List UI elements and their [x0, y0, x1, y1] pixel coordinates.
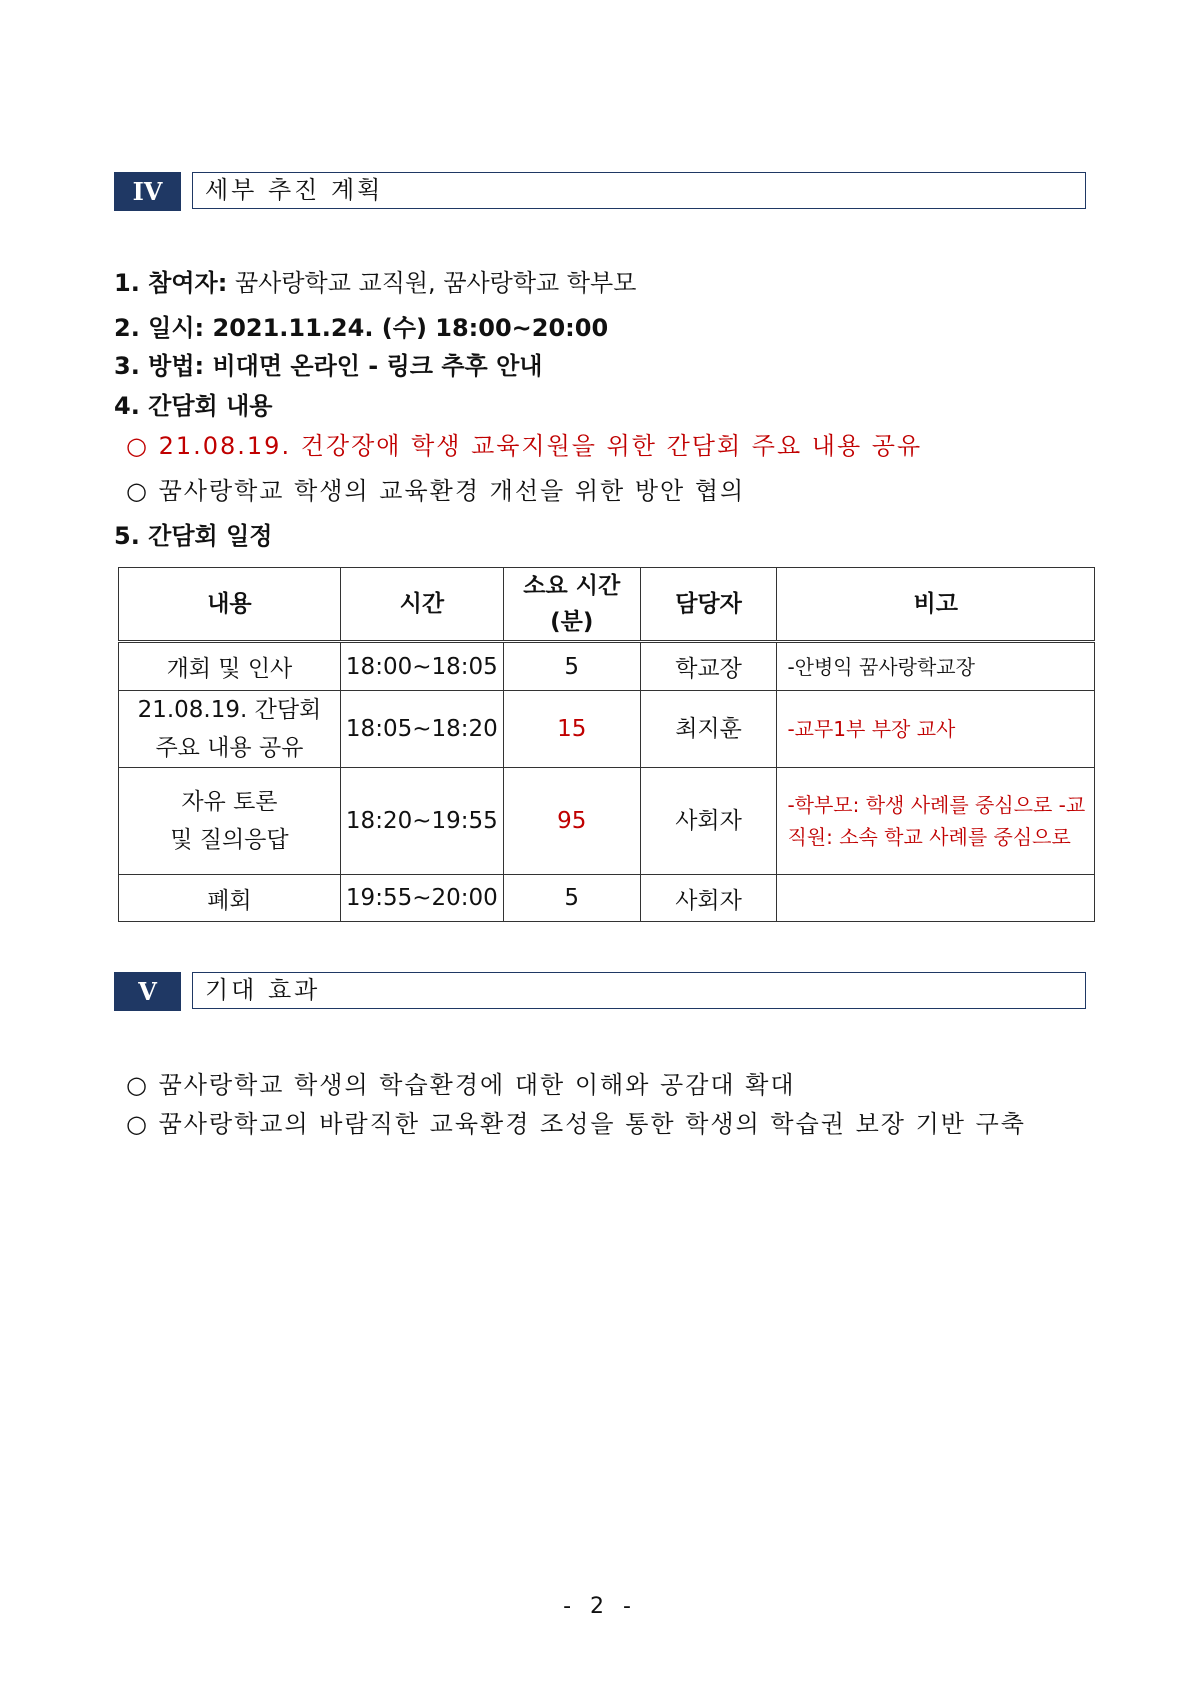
content-heading — [114, 386, 272, 421]
table-row — [119, 691, 1095, 768]
cell-time: 18:00~18:05 — [340, 642, 503, 691]
section-number: IV — [114, 172, 181, 211]
cell-time: 19:55~20:00 — [340, 875, 503, 922]
table-row — [119, 875, 1095, 922]
table-row — [119, 768, 1095, 875]
cell-note: -교무1부 부장 교사 — [777, 691, 1095, 768]
cell-time: 18:05~18:20 — [340, 691, 503, 768]
cell-person: 최지훈 — [640, 691, 777, 768]
header-content: 내용 — [119, 568, 341, 642]
cell-note — [777, 875, 1095, 922]
header-person: 담당자 — [640, 568, 777, 642]
datetime-line — [114, 308, 608, 343]
cell-person: 학교장 — [640, 642, 777, 691]
section-number: V — [114, 972, 181, 1011]
cell-person: 사회자 — [640, 768, 777, 875]
cell-minutes: 5 — [503, 642, 640, 691]
cell-note: -안병익 꿈사랑학교장 — [777, 642, 1095, 691]
schedule-heading — [114, 516, 272, 551]
effect-bullet-1: ○ 꿈사랑학교 학생의 학습환경에 대한 이해와 공감대 확대 — [126, 1071, 796, 1099]
section-header-4 — [114, 172, 1086, 211]
section-title: 세부 추진 계획 — [192, 172, 1086, 209]
effect-bullet-2: ○ 꿈사랑학교의 바람직한 교육환경 조성을 통한 학생의 학습권 보장 기반 구축 — [126, 1110, 1026, 1138]
cell-content: 폐회 — [119, 875, 341, 922]
schedule-label: 5. 간담회 일정 — [114, 522, 273, 550]
section-title: 기대 효과 — [192, 972, 1086, 1009]
cell-time: 18:20~19:55 — [340, 768, 503, 875]
header-minutes: 소요 시간 (분) — [503, 568, 640, 642]
page-number: - 2 - — [563, 1594, 637, 1619]
participants-line — [114, 263, 636, 298]
cell-content: 21.08.19. 간담회 주요 내용 공유 — [119, 691, 341, 768]
participants-value: 꿈사랑학교 교직원, 꿈사랑학교 학부모 — [227, 269, 637, 297]
content-label: 4. 간담회 내용 — [114, 392, 273, 420]
content-bullet-1: ○ 21.08.19. 건강장애 학생 교육지원을 위한 간담회 주요 내용 공유 — [126, 432, 923, 460]
cell-minutes: 15 — [503, 691, 640, 768]
cell-note: -학부모: 학생 사례를 중심으로 -교직원: 소속 학교 사례를 중심으로 — [777, 768, 1095, 875]
cell-content: 자유 토론 및 질의응답 — [119, 768, 341, 875]
header-note: 비고 — [777, 568, 1095, 642]
header-time: 시간 — [340, 568, 503, 642]
cell-minutes: 5 — [503, 875, 640, 922]
cell-content: 개회 및 인사 — [119, 642, 341, 691]
method-line — [114, 346, 542, 381]
table-row — [119, 642, 1095, 691]
participants-label: 1. 참여자: — [114, 269, 228, 297]
datetime-label: 2. 일시: 2021.11.24. (수) 18:00~20:00 — [114, 314, 609, 342]
section-header-5 — [114, 972, 1086, 1011]
table-header-row — [119, 568, 1095, 642]
cell-person: 사회자 — [640, 875, 777, 922]
schedule-table — [118, 567, 1095, 922]
cell-minutes: 95 — [503, 768, 640, 875]
method-label: 3. 방법: 비대면 온라인 - 링크 추후 안내 — [114, 352, 543, 380]
content-bullet-2: ○ 꿈사랑학교 학생의 교육환경 개선을 위한 방안 협의 — [126, 477, 746, 505]
